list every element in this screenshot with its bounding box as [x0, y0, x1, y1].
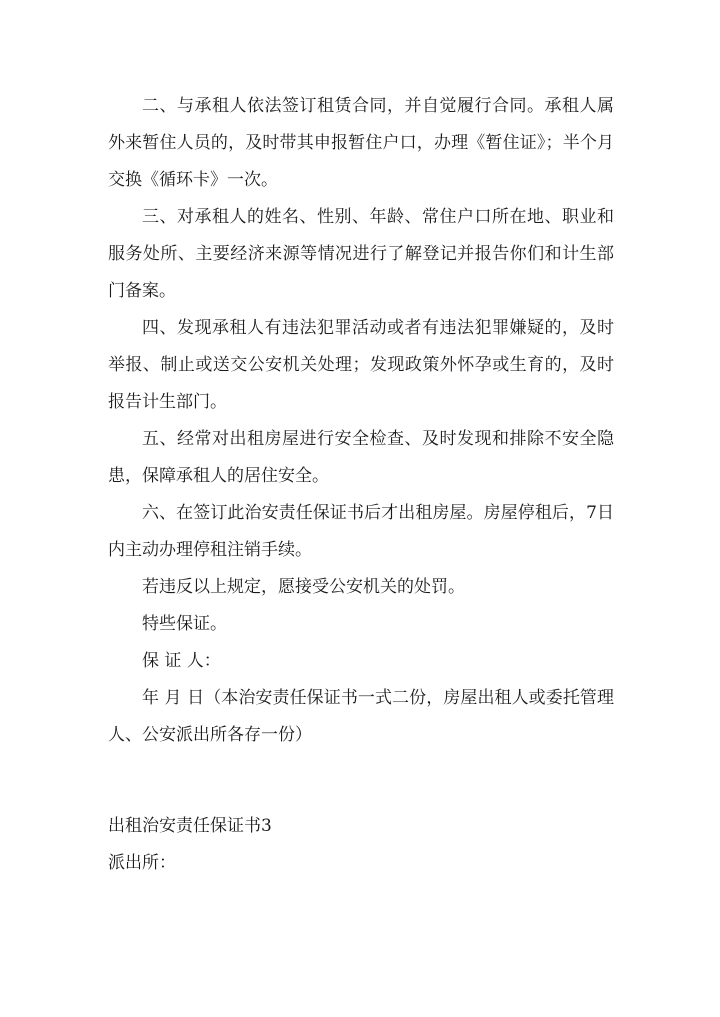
paragraph-clause-2: 二、与承租人依法签订租赁合同，并自觉履行合同。承租人属外来暂住人员的，及时带其申报暂住户口，办理《暂住证》；半个月交换《循环卡》一次。 [108, 96, 614, 190]
paragraph-guarantor: 保 证 人： [142, 651, 221, 671]
paragraph-penalty: 若违反以上规定，愿接受公安机关的处罚。 [142, 577, 465, 597]
paragraph-clause-5: 五、经常对出租房屋进行安全检查、及时发现和排除不安全隐患，保障承租人的居住安全。 [108, 429, 614, 486]
paragraph-clause-4: 四、发现承租人有违法犯罪活动或者有违法犯罪嫌疑的，及时举报、制止或送交公安机关处理；发现政策外怀孕或生育的，及时报告计生部门。 [108, 318, 614, 412]
paragraph-date-note: 年 月 日（本治安责任保证书一式二份，房屋出租人或委托管理人、公安派出所各存一份） [108, 688, 614, 745]
paragraph-clause-3: 三、对承租人的姓名、性别、年龄、常住户口所在地、职业和服务处所、主要经济来源等情况进行了解登记并报告你们和计生部门备案。 [108, 207, 614, 301]
section-title: 出租治安责任保证书3 [108, 816, 272, 836]
paragraph-guarantee: 特些保证。 [142, 614, 227, 634]
addressee-line: 派出所： [108, 853, 176, 873]
paragraph-clause-6: 六、在签订此治安责任保证书后才出租房屋。房屋停租后，7日内主动办理停租注销手续。 [108, 503, 614, 560]
document-body [108, 88, 614, 754]
